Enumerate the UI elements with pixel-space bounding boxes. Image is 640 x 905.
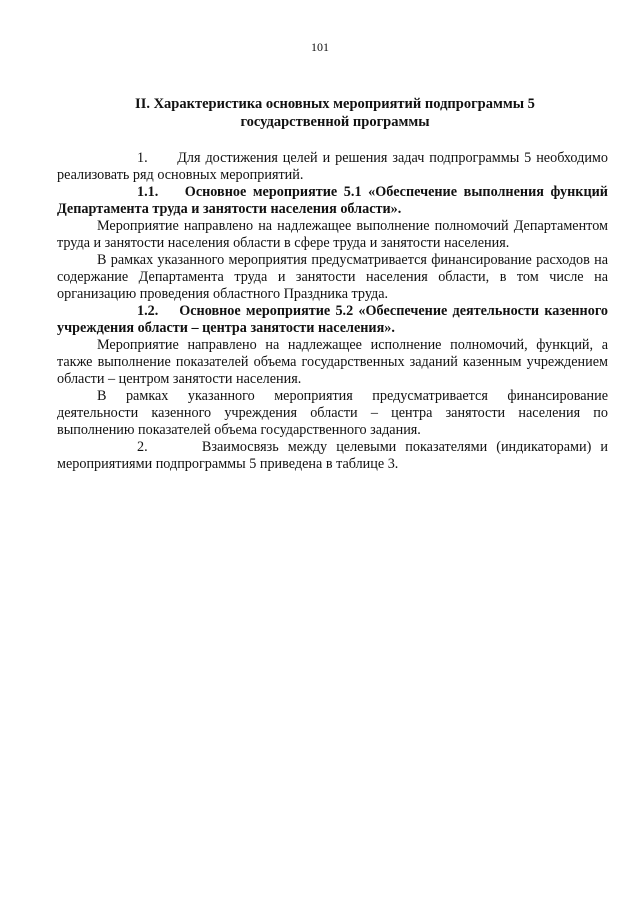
paragraph-number: 1.1. bbox=[137, 184, 159, 200]
document-body bbox=[57, 150, 608, 473]
paragraph-1-2-description: Мероприятие направлено на надлежащее исполнение полномочий, функций, а также выполнение показателей объема государственных заданий казенным учреждением области – центром занятости населения. bbox=[57, 337, 608, 387]
paragraph-1-2 bbox=[57, 303, 608, 337]
paragraph-number: 1.2. bbox=[137, 303, 159, 319]
paragraph-1-1-description: Мероприятие направлено на надлежащее выполнение полномочий Департаментом труда и занятости населения области в сфере труда и занятости населения. bbox=[57, 218, 608, 251]
paragraph-1-1 bbox=[57, 184, 608, 218]
paragraph-1 bbox=[57, 150, 608, 184]
section-heading-line-2: государственной программы bbox=[240, 114, 430, 130]
paragraph-1-1-financing: В рамках указанного мероприятия предусматривается финансирование расходов на содержание Департамента труда и занятости населения области, в том числе на организацию проведения областного Праздника труда. bbox=[57, 252, 608, 302]
paragraph-number: 2. bbox=[137, 439, 148, 455]
paragraph-text: Для достижения целей и решения задач подпрограммы 5 необходимо реализовать ряд основных мероприятий. bbox=[57, 150, 608, 183]
paragraph-1-2-financing: В рамках указанного мероприятия предусматривается финансирование деятельности казенного учреждения области – центра занятости населения по выполнению показателей объема государственного задания. bbox=[57, 388, 608, 438]
paragraph-text: Основное мероприятие 5.2 «Обеспечение деятельности казенного учреждения области – центра занятости населения». bbox=[57, 303, 609, 336]
paragraph-text: Взаимосвязь между целевыми показателями (индикаторами) и мероприятиями подпрограммы 5 приведена в таблице 3. bbox=[57, 439, 608, 472]
section-heading bbox=[60, 95, 610, 131]
page-number: 101 bbox=[311, 40, 329, 54]
paragraph-2 bbox=[57, 439, 608, 473]
section-heading-line-1: II. Характеристика основных мероприятий подпрограммы 5 bbox=[135, 96, 535, 112]
paragraph-number: 1. bbox=[137, 150, 148, 166]
paragraph-text: Основное мероприятие 5.1 «Обеспечение выполнения функций Департамента труда и занятости населения области». bbox=[57, 184, 608, 217]
